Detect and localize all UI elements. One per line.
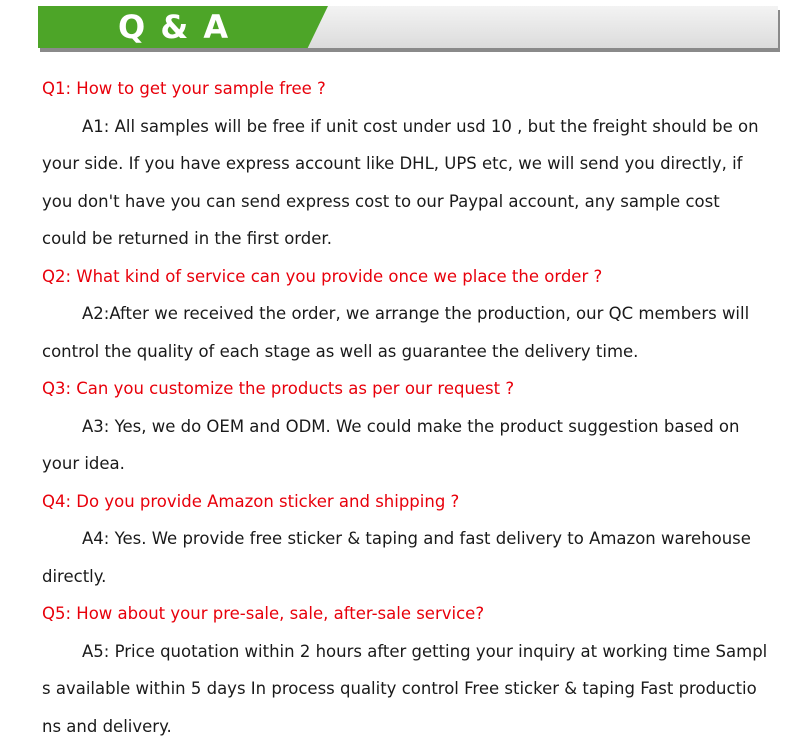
answer-3-line-1: A3: Yes, we do OEM and ODM. We could make the product suggestion based on: [42, 408, 800, 446]
answer-4-line-2: directly.: [42, 558, 800, 596]
answer-5-line-2: s available within 5 days In process quality control Free sticker & taping Fast productio: [42, 670, 800, 708]
answer-5-line-3: ns and delivery.: [42, 708, 800, 745]
qa-header-banner: [38, 6, 780, 48]
question-2: Q2: What kind of service can you provide once we place the order ?: [42, 258, 800, 296]
qa-list: [42, 70, 800, 745]
answer-2-line-1: A2:After we received the order, we arrange the production, our QC members will: [42, 295, 800, 333]
answer-4-line-1: A4: Yes. We provide free sticker & taping and fast delivery to Amazon warehouse: [42, 520, 800, 558]
answer-1-line-4: could be returned in the first order.: [42, 220, 800, 258]
question-5: Q5: How about your pre-sale, sale, after-sale service?: [42, 595, 800, 633]
answer-1-line-2: your side. If you have express account like DHL, UPS etc, we will send you directly, if: [42, 145, 800, 183]
question-4: Q4: Do you provide Amazon sticker and shipping ?: [42, 483, 800, 521]
answer-2-line-2: control the quality of each stage as well as guarantee the delivery time.: [42, 333, 800, 371]
banner-title: Q & A: [118, 6, 230, 48]
answer-1-line-3: you don't have you can send express cost to our Paypal account, any sample cost: [42, 183, 800, 221]
answer-3-line-2: your idea.: [42, 445, 800, 483]
question-1: Q1: How to get your sample free ?: [42, 70, 800, 108]
answer-5-line-1: A5: Price quotation within 2 hours after getting your inquiry at working time Sampl: [42, 633, 800, 671]
answer-1-line-1: A1: All samples will be free if unit cost under usd 10 , but the freight should be on: [42, 108, 800, 146]
question-3: Q3: Can you customize the products as per our request ?: [42, 370, 800, 408]
